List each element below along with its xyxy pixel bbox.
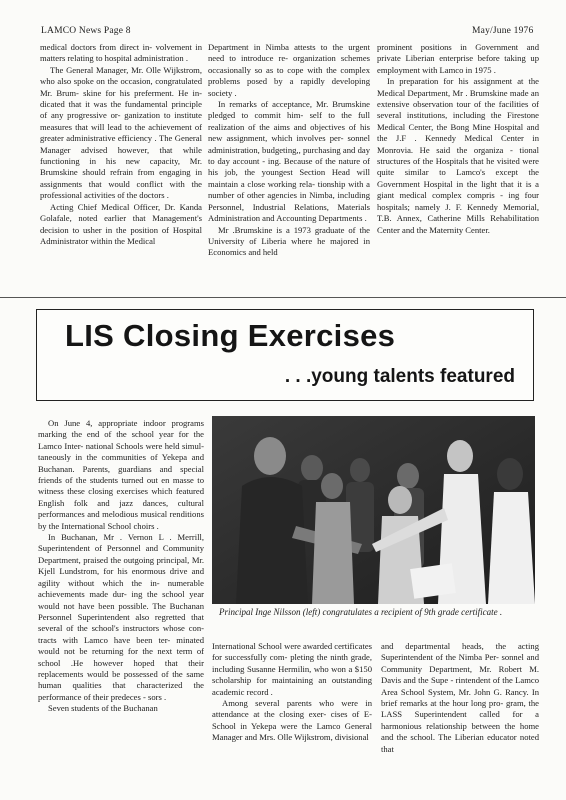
- paragraph: Acting Chief Medical Officer, Dr. Kanda Golafale, noted earlier that Management's decision to usher in the position of Hospital Administrator within the Medical: [40, 201, 202, 246]
- photo-caption: Principal Inge Nilsson (left) congratulates a recipient of 9th grade certificate .: [219, 607, 503, 617]
- article-column-left: [38, 418, 204, 788]
- paragraph: In preparation for his assignment at the Medical Department, Mr . Brumskine made an extensive observation tour of the facilities of several institutions, including the Firestone Medical Center, the Bong Mine Hospital and the J.F . Kennedy Medical Center in Monrovia. He said the organiza - tional structures of the Hospitals that he visited were quite similar to Lamco's except the Government Hospital in the light that it is a giant medical complex compris - ing four hospitals; namely J. F. Kennedy Memorial, T.B. Annex, Catherine Mills Rehabilitation Center and the Maternity Center.: [377, 76, 539, 235]
- paragraph: The General Manager, Mr. Olle Wijkstrom, who also spoke on the occasion, congratulated Mr. Brum- skine for his preferment. He in- dicated that it was the fundamental principle of any progressive or- ganization to institute measures that will lead to the achievement of greater administrative efficiency . The General Manager advised however, that while functioning in his new capacity, Mr. Brumskine should refrain from engaging in assignments that would conflict with the professional activities of the doctors .: [40, 64, 202, 201]
- paragraph: Seven students of the Buchanan: [48, 703, 158, 714]
- paragraph: International School were awarded certificates for successfully com- pleting the ninth grade, including Susanne Hermilin, who won a $150 scholarship for maintaining an outstanding academic record .: [212, 641, 372, 697]
- paragraph: prominent positions in Government and private Liberian enterprise before taking up employment with Lamco in 1975 .: [377, 42, 539, 75]
- paragraph: Mr .Brumskine is a 1973 graduate of the University of Liberia where he majored in Economics and held: [208, 224, 370, 258]
- article-headline: LIS Closing Exercises: [65, 318, 396, 353]
- paragraph: medical doctors from direct in- volvement in matters relating to hospital administration .: [40, 42, 202, 64]
- paragraph: and departmental heads, the acting Superintendent of the Nimba Per- sonnel and Community Department, Mr. Robert M. Davis and the Supe - rintendent of the Lamco Area School System, Mr. John G. Rancy. In brief remarks at the hour long pro- gram, the LASS Superintendent called for a harmonious relationship between the home and the school. The Liberian educator noted that: [381, 641, 539, 754]
- section-divider: [0, 297, 566, 298]
- article-subheadline: . . .young talents featured: [284, 366, 515, 387]
- page-header-date: May/June 1976: [472, 26, 534, 36]
- page-header-title: LAMCO News Page 8: [41, 26, 131, 36]
- paragraph: Department in Nimba attests to the urgent need to introduce re- organization schemes occasionally so as to cope with the complex problems posed by a rapidly developing society .: [208, 42, 370, 98]
- top-column-2: [208, 42, 370, 292]
- article-photo: [212, 416, 535, 604]
- top-column-3: [377, 42, 539, 292]
- paragraph: In Buchanan, Mr . Vernon L . Merrill, Superintendent of Personnel and Community Department, praised the outgoing principal, Mr. Kjell Lundstrom, for his enormous drive and agility without which the in- numerable achievements made dur- ing the school year would not have been possible. The Buchanan Personnel Superintendent also regretted that several of the school's instructors whose con- tracts with Lamco have been ter- minated would not be returning for the next term of school .He however hoped that their replacements would be possessed of the same human qualities that characterized the performance of their predeces - sors .: [38, 532, 204, 702]
- photo-illustration: [212, 416, 535, 604]
- article-column-right: [381, 641, 539, 791]
- headline-box: [36, 309, 534, 401]
- paragraph: In remarks of acceptance, Mr. Brumskine pledged to commit him- self to the full realization of the aims and objectives of his new assignment, which involves per- sonnel administration, budgeting,, purchasing and day to day account - ing. Because of the nature of his job, the youngest Section Head will maintain a close working rela- tionship with a number of other agencies in Nimba, including Personnel, Industrial Relations, Materials Administration and Accounting Departments .: [208, 99, 370, 224]
- paragraph: Among several parents who were in attendance at the closing exer- cises of E-School in Yekepa were the Lamco General Manager and Mrs. Olle Wijkstrom, divisional: [212, 698, 372, 743]
- article-column-middle: [212, 641, 372, 791]
- top-column-1: [40, 42, 202, 292]
- paragraph: On June 4, appropriate indoor programs marking the end of the school year for the Lamco Inter- national Schools were held simul- taneously in the communities of Yekepa and Buchanan. Parents, guardians and special friends of the students turned out en masse to witness these closing exercises which featured English folk and jazz dances, cultural performances and melodious musical renditions by the International School choirs .: [38, 418, 204, 531]
